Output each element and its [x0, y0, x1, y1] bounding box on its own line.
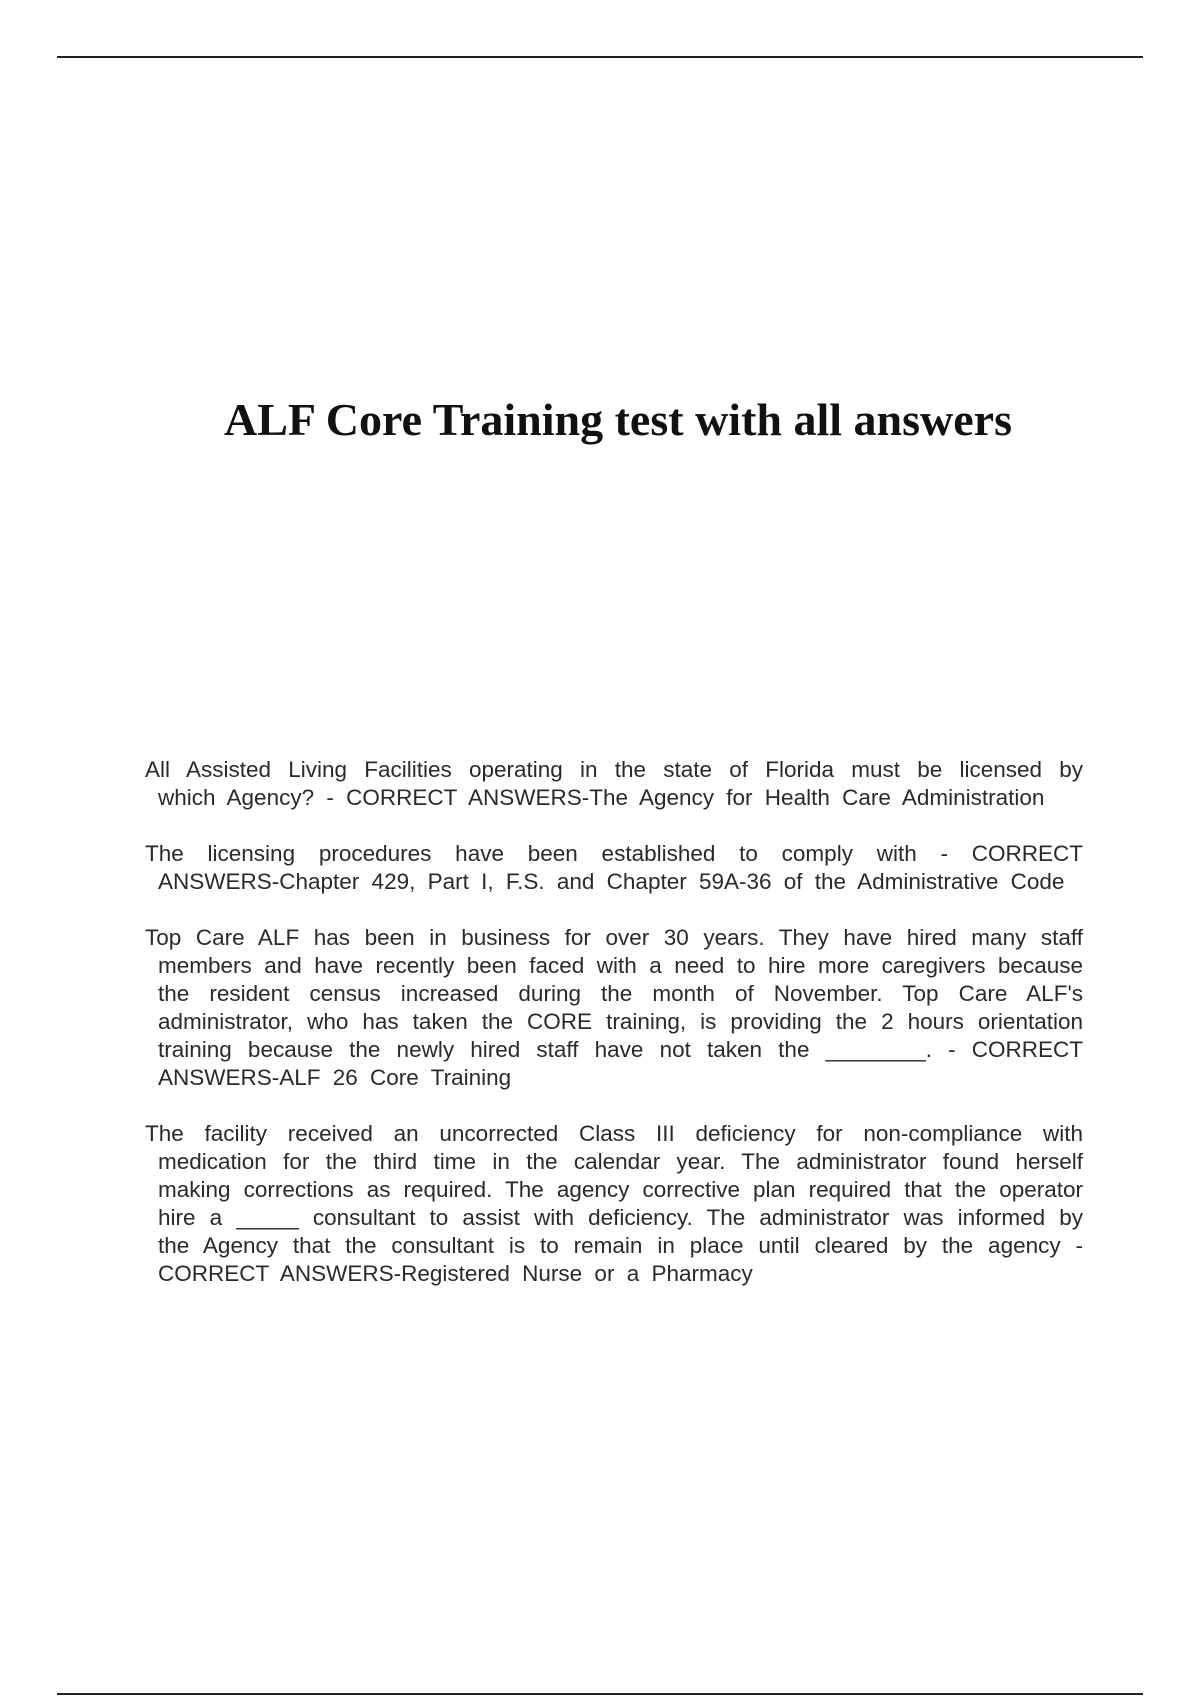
question-item	[145, 1120, 1083, 1288]
answer-text: CORRECT ANSWERS-The Agency for Health Care Administration	[346, 785, 1045, 810]
answer-text: CORRECT ANSWERS-Chapter 429, Part I, F.S. and Chapter 59A-36 of the Administrative Code	[158, 841, 1083, 894]
bottom-rule	[57, 1693, 1143, 1695]
question-item	[145, 924, 1083, 1092]
question-text: The licensing procedures have been established to comply with	[145, 841, 917, 866]
answer-separator: -	[916, 841, 972, 866]
question-item	[145, 840, 1083, 896]
top-rule	[57, 56, 1143, 58]
answer-separator: -	[931, 1037, 972, 1062]
answer-separator: -	[314, 785, 347, 810]
answer-text: CORRECT ANSWERS-ALF 26 Core Training	[158, 1037, 1083, 1090]
question-text: The facility received an uncorrected Class III deficiency for non-compliance with medication for the third time in the calendar year. The administrator found herself making corrections as required. The agency corrective plan required that the operator hire a _____ consultant to assist with deficiency. The administrator was informed by the Agency that the consultant is to remain in place until cleared by the agency	[145, 1121, 1083, 1258]
question-text: Top Care ALF has been in business for over 30 years. They have hired many staff members and have recently been faced with a need to hire more caregivers because the resident census increased during the month of November. Top Care ALF's administrator, who has taken the CORE training, is providing the 2 hours orientation training because the newly hired staff have not taken the ________.	[145, 925, 1083, 1062]
question-text: All Assisted Living Facilities operating in the state of Florida must be licensed by which Agency?	[145, 757, 1083, 810]
question-list	[145, 756, 1083, 1316]
document-title: ALF Core Training test with all answers	[224, 394, 1012, 445]
question-item	[145, 756, 1083, 812]
answer-text: CORRECT ANSWERS-Registered Nurse or a Pharmacy	[158, 1261, 753, 1286]
answer-separator: -	[1060, 1233, 1084, 1258]
